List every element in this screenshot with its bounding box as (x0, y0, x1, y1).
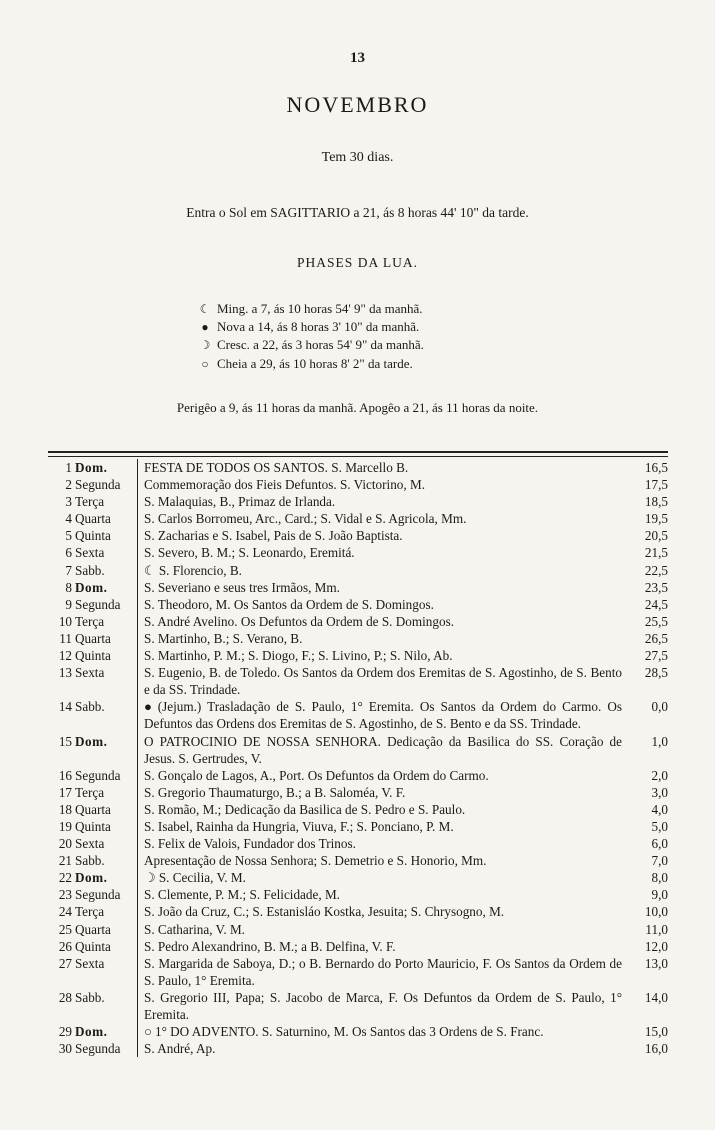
weekday: Sexta (75, 836, 105, 852)
calendar-row (48, 921, 668, 938)
time-value: 15,0 (644, 1024, 668, 1040)
day-number: 16 (58, 767, 72, 783)
time-value: 18,5 (644, 494, 668, 510)
saint-entry (138, 664, 628, 698)
time-value: 9,0 (651, 887, 668, 903)
calendar-row (48, 698, 668, 732)
day-cell (48, 886, 138, 903)
weekday: Quinta (75, 528, 111, 544)
saint-text: S. Cecilia, V. M. (158, 870, 246, 886)
time-value: 27,5 (644, 648, 668, 664)
full-moon-icon: ○ (144, 1024, 152, 1040)
time-value: 7,0 (651, 853, 668, 869)
day-cell (48, 903, 138, 920)
weekday: Sabb. (75, 853, 105, 869)
day-cell (48, 664, 138, 698)
waxing-moon-icon: ☽ (199, 338, 211, 353)
saint-entry (138, 544, 628, 561)
day-cell (48, 784, 138, 801)
calendar-row (48, 989, 668, 1023)
calendar-row (48, 476, 668, 493)
day-number: 10 (58, 613, 72, 629)
day-number: 29 (58, 1024, 72, 1040)
calendar-row (48, 955, 668, 989)
saint-text: S. Severo, B. M.; S. Leonardo, Eremitá. (144, 545, 355, 561)
moon-phases-list (198, 300, 578, 373)
table-rule-top (48, 451, 668, 453)
calendar-row (48, 1023, 668, 1040)
day-number: 23 (58, 887, 72, 903)
time-value: 8,0 (651, 870, 668, 886)
weekday: Quinta (75, 648, 111, 664)
saint-text: S. Florencio, B. (158, 562, 242, 578)
saint-text: S. Clemente, P. M.; S. Felicidade, M. (144, 887, 340, 903)
calendar-row (48, 767, 668, 784)
saint-text: S. Eugenio, B. de Toledo. Os Santos da Ordem dos Eremitas de S. Agostinho, de S. Bento e da SS. Trindade. (144, 665, 622, 698)
day-number: 27 (58, 955, 72, 971)
day-cell (48, 818, 138, 835)
calendar-row (48, 784, 668, 801)
weekday: Terça (75, 904, 105, 920)
day-number: 13 (58, 665, 72, 681)
calendar-row (48, 938, 668, 955)
saint-entry (138, 562, 628, 579)
time-value: 13,0 (644, 955, 668, 971)
saint-entry (138, 818, 628, 835)
day-cell (48, 476, 138, 493)
day-cell (48, 1040, 138, 1057)
saint-entry (138, 835, 628, 852)
day-number: 12 (58, 648, 72, 664)
saint-text: S. André Avelino. Os Defuntos da Ordem de S. Domingos. (144, 613, 455, 629)
time-value: 1,0 (651, 733, 668, 749)
day-number: 11 (59, 630, 72, 646)
moon-phases-heading: PHASES DA LUA. (297, 255, 418, 270)
day-number: 15 (58, 733, 72, 749)
saint-entry (138, 459, 628, 476)
day-cell (48, 835, 138, 852)
moon-phase-text: Nova a 14, ás 8 horas 3' 10" da manhã. (217, 319, 420, 335)
saint-text: S. Gregorio Thaumaturgo, B.; a B. Saloméa, V. F. (144, 784, 406, 800)
moon-phase-row (198, 318, 578, 336)
calendar-row (48, 596, 668, 613)
saint-entry (138, 767, 628, 784)
weekday: Dom. (75, 870, 108, 886)
weekday: Segunda (75, 1041, 121, 1057)
saint-entry (138, 801, 628, 818)
saint-entry (138, 579, 628, 596)
saint-text: S. Zacharias e S. Isabel, Pais de S. João Baptista. (144, 528, 403, 544)
weekday: Sabb. (75, 699, 105, 715)
calendar-row (48, 562, 668, 579)
weekday: Dom. (75, 1024, 108, 1040)
time-value: 26,5 (644, 630, 668, 646)
saint-entry (138, 989, 628, 1023)
weekday: Sabb. (75, 562, 105, 578)
calendar-row (48, 835, 668, 852)
moon-phase-row (198, 300, 578, 318)
day-number: 20 (58, 836, 72, 852)
saint-entry (138, 613, 628, 630)
day-number: 7 (65, 562, 72, 578)
time-value: 6,0 (651, 836, 668, 852)
calendar-row (48, 852, 668, 869)
time-value: 25,5 (644, 613, 668, 629)
saint-text: S. Romão, M.; Dedicação da Basilica de S. Pedro e S. Paulo. (144, 801, 466, 817)
sun-entry-note: Entra o Sol em SAGITTARIO a 21, ás 8 horas 44' 10" da tarde. (186, 205, 529, 220)
saint-text: S. Margarida de Saboya, D.; o B. Bernardo do Porto Mauricio, F. Os Santos da Ordem de S. Paulo, 1° Eremita. (144, 955, 622, 988)
table-rule-bottom (48, 456, 668, 457)
time-value: 2,0 (651, 767, 668, 783)
calendar-row (48, 493, 668, 510)
day-number: 6 (65, 545, 72, 561)
day-number: 4 (65, 511, 72, 527)
day-number: 19 (58, 818, 72, 834)
time-value: 12,0 (644, 938, 668, 954)
weekday: Sexta (75, 955, 105, 971)
days-count: Tem 30 dias. (321, 150, 394, 165)
saint-entry (138, 647, 628, 664)
weekday: Segunda (75, 767, 121, 783)
saint-entry (138, 510, 628, 527)
time-value: 3,0 (651, 784, 668, 800)
saint-entry (138, 596, 628, 613)
saint-entry (138, 852, 628, 869)
time-value: 22,5 (644, 562, 668, 578)
saint-text: FESTA DE TODOS OS SANTOS. S. Marcello B. (144, 460, 409, 475)
weekday: Quarta (75, 801, 111, 817)
page-number: 13 (350, 50, 365, 66)
saint-entry (138, 869, 628, 886)
moon-phase-text: Cheia a 29, ás 10 horas 8' 2" da tarde. (217, 355, 413, 371)
day-cell (48, 493, 138, 510)
saint-text: Commemoração dos Fieis Defuntos. S. Victorino, M. (144, 477, 426, 493)
saint-text: S. Carlos Borromeu, Arc., Card.; S. Vidal e S. Agricola, Mm. (144, 511, 467, 527)
time-value: 24,5 (644, 596, 668, 612)
day-cell (48, 869, 138, 886)
saint-entry (138, 527, 628, 544)
day-number: 14 (58, 699, 72, 715)
weekday: Dom. (75, 460, 108, 475)
time-value: 5,0 (651, 818, 668, 834)
day-cell (48, 579, 138, 596)
calendar-row (48, 630, 668, 647)
day-cell (48, 562, 138, 579)
saint-entry (138, 1040, 628, 1057)
calendar-row (48, 869, 668, 886)
calendar-row (48, 903, 668, 920)
saint-text: 1° DO ADVENTO. S. Saturnino, M. Os Santos das 3 Ordens de S. Franc. (154, 1024, 544, 1040)
day-number: 1 (65, 460, 72, 475)
day-number: 25 (58, 921, 72, 937)
day-number: 28 (58, 989, 72, 1005)
saint-text: S. Felix de Valois, Fundador dos Trinos. (144, 836, 356, 852)
weekday: Segunda (75, 887, 121, 903)
weekday: Sexta (75, 665, 105, 681)
time-value: 19,5 (644, 511, 668, 527)
day-number: 3 (65, 494, 72, 510)
weekday: Segunda (75, 596, 121, 612)
waxing-moon-icon: ☽ (144, 870, 156, 886)
calendar-row (48, 544, 668, 561)
saint-entry (138, 698, 628, 732)
perigee-apogee-note: Perigêo a 9, ás 11 horas da manhã. Apogêo a 21, ás 11 horas da noite. (176, 400, 539, 415)
calendar-row (48, 733, 668, 767)
saint-entry (138, 784, 628, 801)
day-number: 21 (58, 853, 72, 869)
day-number: 18 (58, 801, 72, 817)
saint-entry (138, 886, 628, 903)
weekday: Terça (75, 494, 105, 510)
day-number: 2 (65, 477, 72, 493)
moon-phase-text: Cresc. a 22, ás 3 horas 54' 9" da manhã. (217, 337, 424, 353)
weekday: Dom. (75, 579, 108, 595)
saint-text: S. Pedro Alexandrino, B. M.; a B. Delfina, V. F. (144, 938, 396, 954)
time-value: 0,0 (651, 699, 668, 715)
new-moon-icon: ● (144, 699, 155, 715)
day-cell (48, 613, 138, 630)
time-value: 16,0 (644, 1041, 668, 1057)
calendar-row (48, 1040, 668, 1057)
saint-entry (138, 1023, 628, 1040)
saint-text: S. Gonçalo de Lagos, A., Port. Os Defuntos da Ordem do Carmo. (144, 767, 489, 783)
waning-moon-icon: ☾ (144, 562, 156, 578)
day-cell (48, 510, 138, 527)
day-cell (48, 733, 138, 767)
saint-text: S. Gregorio III, Papa; S. Jacobo de Marca, F. Os Defuntos da Ordem de S. Paulo, 1° Eremita. (144, 989, 622, 1022)
day-cell (48, 801, 138, 818)
saint-text: S. Martinho, P. M.; S. Diogo, F.; S. Livino, P.; S. Nilo, Ab. (144, 648, 453, 664)
calendar-table (48, 459, 668, 1057)
saint-text: (Jejum.) Trasladação de S. Paulo, 1° Eremita. Os Santos da Ordem do Carmo. Os Defuntos das Ordens dos Eremitas de S. Agostinho, de S. Bento e da SS. Trindade. (144, 699, 623, 732)
weekday: Quarta (75, 511, 111, 527)
saint-entry (138, 903, 628, 920)
moon-phase-text: Ming. a 7, ás 10 horas 54' 9" da manhã. (217, 301, 423, 316)
time-value: 16,5 (644, 460, 668, 475)
saint-text: S. Isabel, Rainha da Hungria, Viuva, F.; S. Ponciano, P. M. (144, 818, 454, 834)
day-cell (48, 544, 138, 561)
day-cell (48, 1023, 138, 1040)
weekday: Quarta (75, 921, 111, 937)
weekday: Dom. (75, 733, 108, 749)
calendar-row (48, 579, 668, 596)
weekday: Quinta (75, 818, 111, 834)
weekday: Quarta (75, 630, 111, 646)
saint-text: S. André, Ap. (144, 1041, 216, 1057)
weekday: Sabb. (75, 989, 105, 1005)
waning-moon-icon: ☾ (199, 302, 211, 316)
weekday: Sexta (75, 545, 105, 561)
day-number: 24 (58, 904, 72, 920)
day-cell (48, 459, 138, 476)
saint-entry (138, 955, 628, 989)
day-cell (48, 989, 138, 1023)
time-value: 17,5 (644, 477, 668, 493)
day-number: 26 (58, 938, 72, 954)
time-value: 11,0 (645, 921, 668, 937)
day-number: 30 (58, 1041, 72, 1057)
saint-text: S. Severiano e seus tres Irmãos, Mm. (144, 579, 340, 595)
time-value: 21,5 (644, 545, 668, 561)
saint-entry (138, 493, 628, 510)
time-value: 20,5 (644, 528, 668, 544)
day-number: 22 (58, 870, 72, 886)
day-cell (48, 767, 138, 784)
saint-text: S. Malaquias, B., Primaz de Irlanda. (144, 494, 336, 510)
day-cell (48, 698, 138, 732)
day-cell (48, 527, 138, 544)
saint-entry (138, 938, 628, 955)
saint-text: O PATROCINIO DE NOSSA SENHORA. Dedicação da Basilica do SS. Coração de Jesus. S. Gertrudes, V. (144, 733, 622, 766)
day-cell (48, 647, 138, 664)
saint-entry (138, 630, 628, 647)
time-value: 28,5 (644, 665, 668, 681)
new-moon-icon: ● (201, 320, 209, 335)
weekday: Terça (75, 784, 105, 800)
time-value: 14,0 (644, 989, 668, 1005)
weekday: Segunda (75, 477, 121, 493)
time-value: 10,0 (644, 904, 668, 920)
calendar-row (48, 527, 668, 544)
calendar-row (48, 510, 668, 527)
saint-entry (138, 921, 628, 938)
day-cell (48, 596, 138, 613)
saint-entry (138, 733, 628, 767)
saint-text: S. Martinho, B.; S. Verano, B. (144, 630, 303, 646)
weekday: Quinta (75, 938, 111, 954)
calendar-row (48, 459, 668, 476)
saint-text: S. João da Cruz, C.; S. Estanisláo Kostka, Jesuita; S. Chrysogno, M. (144, 904, 505, 920)
day-cell (48, 630, 138, 647)
calendar-row (48, 801, 668, 818)
time-value: 23,5 (644, 579, 668, 595)
day-number: 8 (65, 579, 72, 595)
day-cell (48, 938, 138, 955)
day-number: 5 (65, 528, 72, 544)
day-cell (48, 955, 138, 989)
month-title: NOVEMBRO (286, 92, 429, 117)
day-number: 9 (65, 596, 72, 612)
moon-phase-row (198, 336, 578, 354)
day-cell (48, 852, 138, 869)
saint-text: S. Theodoro, M. Os Santos da Ordem de S. Domingos. (144, 596, 434, 612)
calendar-row (48, 886, 668, 903)
weekday: Terça (75, 613, 105, 629)
moon-phase-row (198, 355, 578, 373)
saint-text: S. Catharina, V. M. (144, 921, 245, 937)
time-value: 4,0 (651, 801, 668, 817)
full-moon-icon: ○ (201, 356, 209, 371)
saint-text: Apresentação de Nossa Senhora; S. Demetrio e S. Honorio, Mm. (144, 853, 487, 869)
calendar-row (48, 664, 668, 698)
day-number: 17 (58, 784, 72, 800)
calendar-row (48, 647, 668, 664)
calendar-row (48, 818, 668, 835)
saint-entry (138, 476, 628, 493)
day-cell (48, 921, 138, 938)
calendar-row (48, 613, 668, 630)
